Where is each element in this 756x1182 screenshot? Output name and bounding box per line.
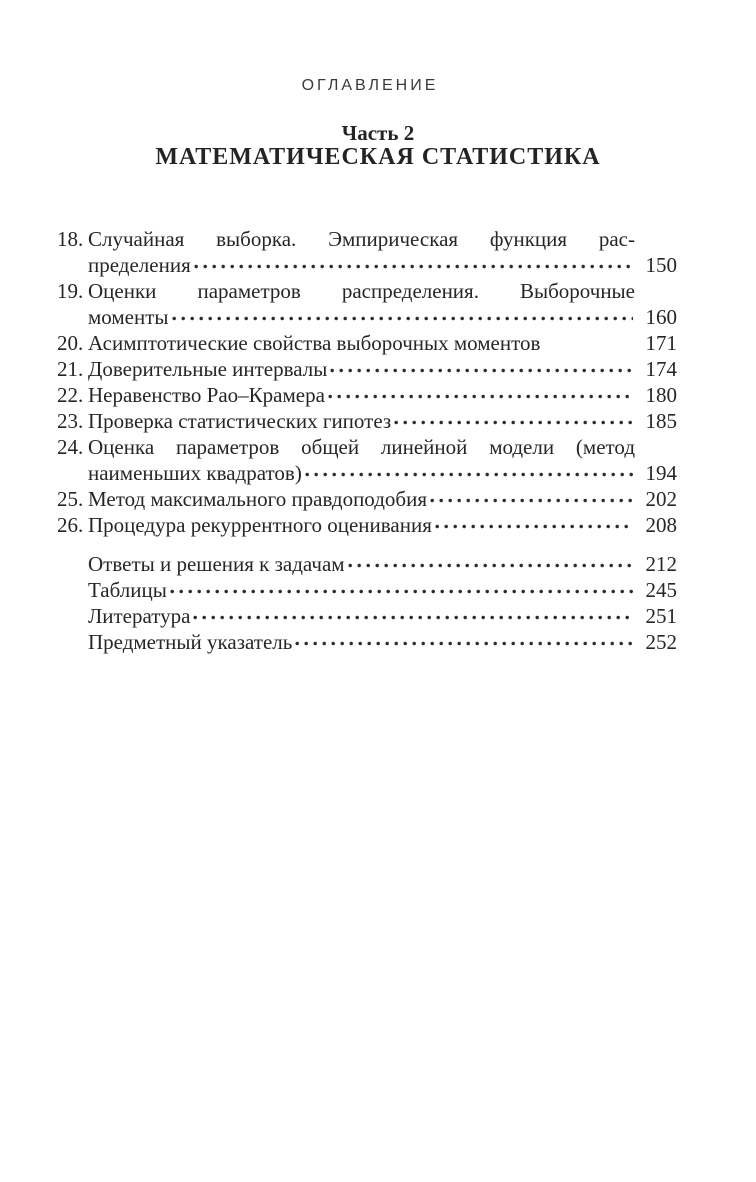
toc-entry <box>57 382 677 408</box>
entry-page-number: 202 <box>645 487 677 511</box>
part-title: МАТЕМАТИЧЕСКАЯ СТАТИСТИКА <box>155 144 601 170</box>
toc-entry <box>57 486 677 512</box>
entry-text: Оценки параметров распределения. Выборочные <box>88 279 635 303</box>
entry-text: Оценка параметров общей линейной модели (метод <box>88 435 635 459</box>
entry-page-number: 174 <box>645 357 677 381</box>
page-title: ОГЛАВЛЕНИЕ <box>301 77 439 94</box>
entry-text: Предметный указатель <box>88 630 293 654</box>
entry-number: 25. <box>57 487 84 511</box>
toc-entry <box>57 629 677 655</box>
entry-text: Метод максимального правдоподобия <box>88 487 427 511</box>
entry-text: Литература <box>88 604 191 628</box>
entry-page-number: 150 <box>645 253 677 277</box>
entry-text: Таблицы <box>88 578 167 602</box>
entry-page-number: 171 <box>645 331 677 355</box>
entry-page-number: 194 <box>645 461 677 485</box>
part-label: Часть 2 <box>341 121 415 145</box>
entry-text: Неравенство Рао–Крамера <box>88 383 325 407</box>
table-of-contents <box>57 226 677 655</box>
entry-text: Случайная выборка. Эмпирическая функция рас- <box>88 227 635 251</box>
toc-entry <box>57 512 677 538</box>
entry-page-number: 251 <box>645 604 677 628</box>
entry-number: 20. <box>57 331 84 355</box>
entry-number: 22. <box>57 383 84 407</box>
back-matter-section <box>57 551 677 655</box>
toc-entry <box>57 278 677 330</box>
entry-text: Ответы и решения к задачам <box>88 552 345 576</box>
entry-page-number: 185 <box>645 409 677 433</box>
entry-page-number: 212 <box>645 552 677 576</box>
toc-entry <box>57 330 677 356</box>
entry-number: 19. <box>57 279 84 303</box>
entry-text: наименьших квадратов) <box>88 461 302 485</box>
toc-entry <box>57 356 677 382</box>
entry-number: 18. <box>57 227 84 251</box>
toc-entry <box>57 577 677 603</box>
entry-number: 21. <box>57 357 84 381</box>
entry-page-number: 160 <box>645 305 677 329</box>
entry-text: моменты <box>88 305 169 329</box>
toc-entry <box>57 603 677 629</box>
entry-page-number: 252 <box>645 630 677 654</box>
entry-number: 24. <box>57 435 84 459</box>
entry-text: Процедура рекуррентного оценивания <box>88 513 432 537</box>
entry-number: 26. <box>57 513 84 537</box>
entry-number: 23. <box>57 409 84 433</box>
entry-page-number: 180 <box>645 383 677 407</box>
entry-page-number: 208 <box>645 513 677 537</box>
entry-page-number: 245 <box>645 578 677 602</box>
toc-entry <box>57 434 677 486</box>
toc-entry <box>57 226 677 278</box>
entry-text: пределения <box>88 253 191 277</box>
toc-entry <box>57 551 677 577</box>
entry-text: Доверительные интервалы <box>88 357 328 381</box>
toc-entry <box>57 408 677 434</box>
entry-text: Асимптотические свойства выборочных моментов <box>88 331 541 355</box>
entry-text: Проверка статистических гипотез <box>88 409 392 433</box>
